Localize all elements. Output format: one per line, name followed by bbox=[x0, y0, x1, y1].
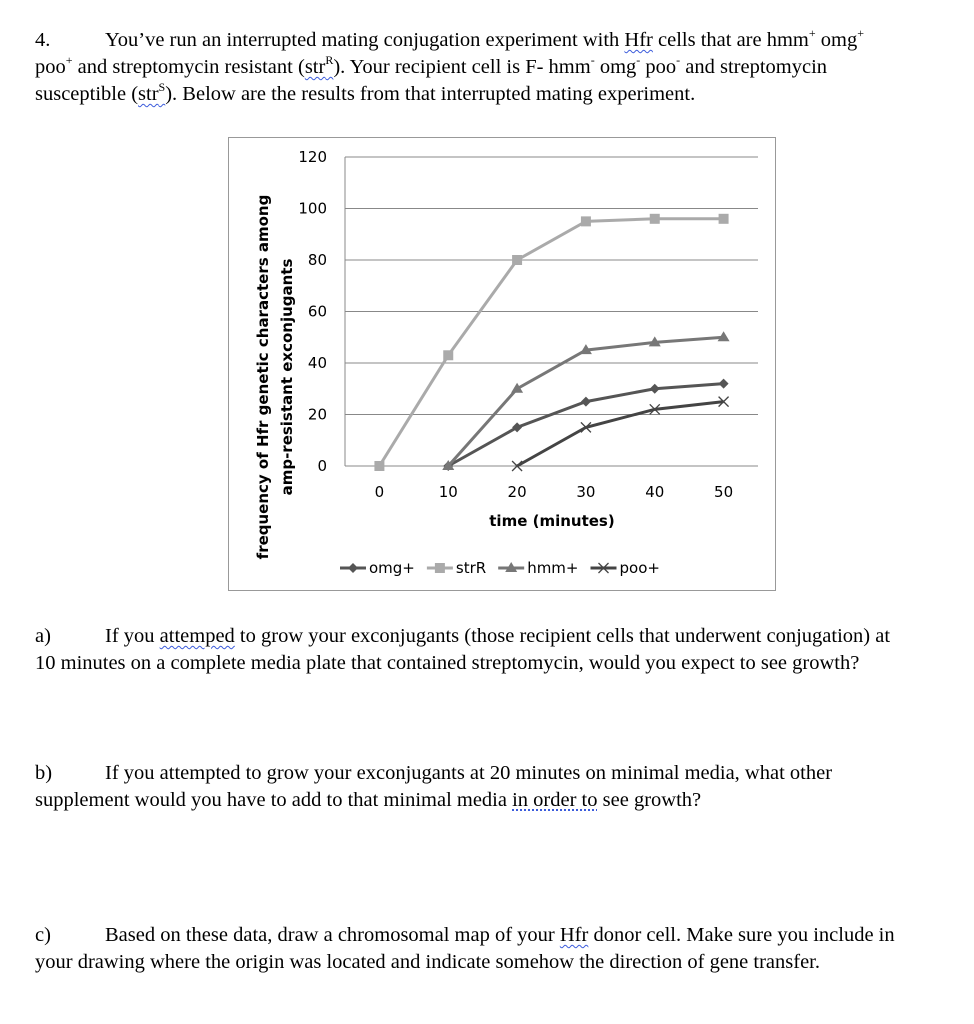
strS bbox=[138, 80, 166, 105]
text: see growth? bbox=[597, 789, 702, 811]
part-c-line-2: your drawing where the origin was located and indicate somehow the direction of gene transfer. bbox=[35, 951, 820, 973]
x-tick-label: 20 bbox=[507, 483, 527, 501]
legend-label: poo+ bbox=[619, 559, 660, 577]
text: str bbox=[304, 56, 326, 78]
sup: + bbox=[857, 26, 865, 40]
x-tick-label: 50 bbox=[714, 483, 734, 501]
legend-marker bbox=[435, 563, 445, 573]
y-axis-title-line-2: amp-resistant exconjugants bbox=[278, 258, 296, 496]
x-tick-label: 10 bbox=[438, 483, 458, 501]
text: in order to bbox=[512, 789, 598, 811]
y-tick-label: 80 bbox=[307, 251, 327, 269]
question-line-3 bbox=[35, 82, 695, 106]
text: If you attempted to grow your exconjugants at 20 minutes on minimal media, what other bbox=[105, 762, 833, 784]
data-point bbox=[512, 255, 522, 265]
text: to grow your exconjugants (those recipient cells that underwent conjugation) at bbox=[234, 625, 891, 647]
legend-label: omg+ bbox=[369, 559, 415, 577]
sup: - bbox=[590, 53, 595, 67]
data-point bbox=[650, 214, 660, 224]
y-tick-label: 0 bbox=[317, 457, 327, 475]
question-line-1 bbox=[35, 28, 864, 52]
text: donor cell. Make sure you include in bbox=[588, 924, 895, 946]
data-point bbox=[374, 461, 384, 471]
sup: S bbox=[158, 80, 166, 94]
part-c-line-1 bbox=[35, 923, 895, 947]
text: You’ve run an interrupted mating conjugation experiment with bbox=[105, 29, 625, 51]
sup: R bbox=[325, 53, 334, 67]
text: and streptomycin resistant ( bbox=[72, 56, 305, 78]
text: susceptible ( bbox=[35, 83, 139, 105]
sup: + bbox=[65, 53, 73, 67]
legend-label: strR bbox=[455, 559, 487, 577]
y-tick-label: 100 bbox=[298, 199, 327, 218]
text: cells that are hmm bbox=[652, 29, 809, 51]
data-point bbox=[719, 214, 729, 224]
text: attemped bbox=[159, 625, 235, 647]
part-a-line-2: 10 minutes on a complete media plate that contained streptomycin, would you expect to see growth? bbox=[35, 652, 860, 674]
data-point bbox=[443, 350, 453, 360]
text: omg bbox=[815, 29, 858, 51]
y-tick-label: 60 bbox=[307, 302, 327, 321]
x-axis-title: time (minutes) bbox=[489, 512, 615, 530]
text: Hfr bbox=[624, 29, 653, 51]
sup: - bbox=[676, 53, 681, 67]
part-b-label: b) bbox=[35, 762, 53, 784]
y-axis-title-line-1: frequency of Hfr genetic characters among bbox=[254, 194, 272, 560]
part-b-line-2 bbox=[35, 788, 701, 812]
text: poo bbox=[35, 56, 66, 78]
text: omg bbox=[594, 56, 637, 78]
legend-label: hmm+ bbox=[527, 559, 579, 577]
line-chart bbox=[228, 137, 776, 591]
part-c-label: c) bbox=[35, 924, 51, 946]
text: poo bbox=[640, 56, 677, 78]
strR bbox=[304, 53, 334, 78]
text: Based on these data, draw a chromosomal map of your bbox=[105, 924, 560, 946]
y-tick-label: 40 bbox=[307, 354, 327, 372]
text: Hfr bbox=[559, 924, 589, 946]
x-tick-label: 40 bbox=[645, 483, 665, 501]
part-b-line-1 bbox=[35, 761, 832, 785]
part-a-line-1 bbox=[35, 624, 890, 648]
x-tick-label: 30 bbox=[576, 483, 596, 501]
text: ). Below are the results from that interrupted mating experiment. bbox=[165, 83, 696, 105]
text: supplement would you have to add to that minimal media bbox=[35, 789, 513, 811]
sup: + bbox=[808, 26, 816, 40]
sup: - bbox=[636, 53, 641, 67]
text: str bbox=[138, 83, 159, 105]
text: and streptomycin bbox=[680, 56, 828, 78]
y-tick-label: 120 bbox=[298, 148, 327, 166]
part-a-label: a) bbox=[35, 625, 51, 647]
data-point bbox=[581, 216, 591, 226]
question-line-2 bbox=[35, 55, 827, 79]
question-number: 4. bbox=[35, 29, 51, 51]
x-tick-label: 0 bbox=[374, 483, 385, 501]
y-tick-label: 20 bbox=[307, 405, 327, 424]
text: If you bbox=[105, 625, 160, 647]
text: ). Your recipient cell is F- hmm bbox=[333, 56, 591, 78]
